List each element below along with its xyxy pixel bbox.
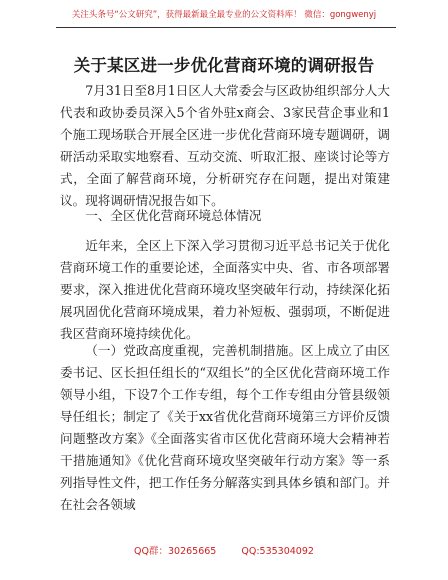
subsection-paragraph: （一）党政高度重视，完善机制措施。区上成立了由区委书记、区长担任组长的“双组长”的全区优化营商环境工作领导小组，下设7个工作专组，每个工作专组由分管县级领导任组长；制定了《关于xx省优化营商环境第三方评价反馈问题整改方案》《全面落实省市区优化营商环境大会精神若干措施通知》《优化营商环境攻坚突破年行动方案》等一系列指导性文件，把工作任务分解落实到具体乡镇和部门。并在社会各领域 — [60, 343, 390, 512]
header-banner: 关注头条号“公文研究”，获得最新最全最专业的公文资料库！ 微信：gongwenyj — [71, 10, 377, 20]
header-divider — [56, 27, 396, 28]
footer-qq-group: QQ群：30265665 — [134, 546, 217, 557]
footer-qq: QQ:535304092 — [241, 546, 314, 557]
intro-paragraph: 7月31日至8月1日区人大常委会与区政协组织部分人大代表和政协委员深入5个省外驻x商会、3家民营企事业和1个施工现场联合开展全区进一步优化营商环境专题调研，调研活动采取实地察看、互动交流、听取汇报、座谈讨论等方式，全面了解营商环境，分析研究存在问题，提出对策建议。现将调研情况报告如下。 — [60, 83, 390, 208]
section-heading: 一、全区优化营商环境总体情况 — [85, 208, 262, 223]
footer-contact — [0, 543, 448, 557]
section-paragraph: 近年来，全区上下深入学习贯彻习近平总书记关于优化营商环境工作的重要论述，全面落实中央、省、市各项部署要求，深入推进优化营商环境攻坚突破年行动，持续深化拓展巩固优化营商环境成果，着力补短板、强弱项，不断促进我区营商环境持续优化。 — [60, 238, 390, 341]
document-title: 关于某区进一步优化营商环境的调研报告 — [73, 56, 375, 75]
